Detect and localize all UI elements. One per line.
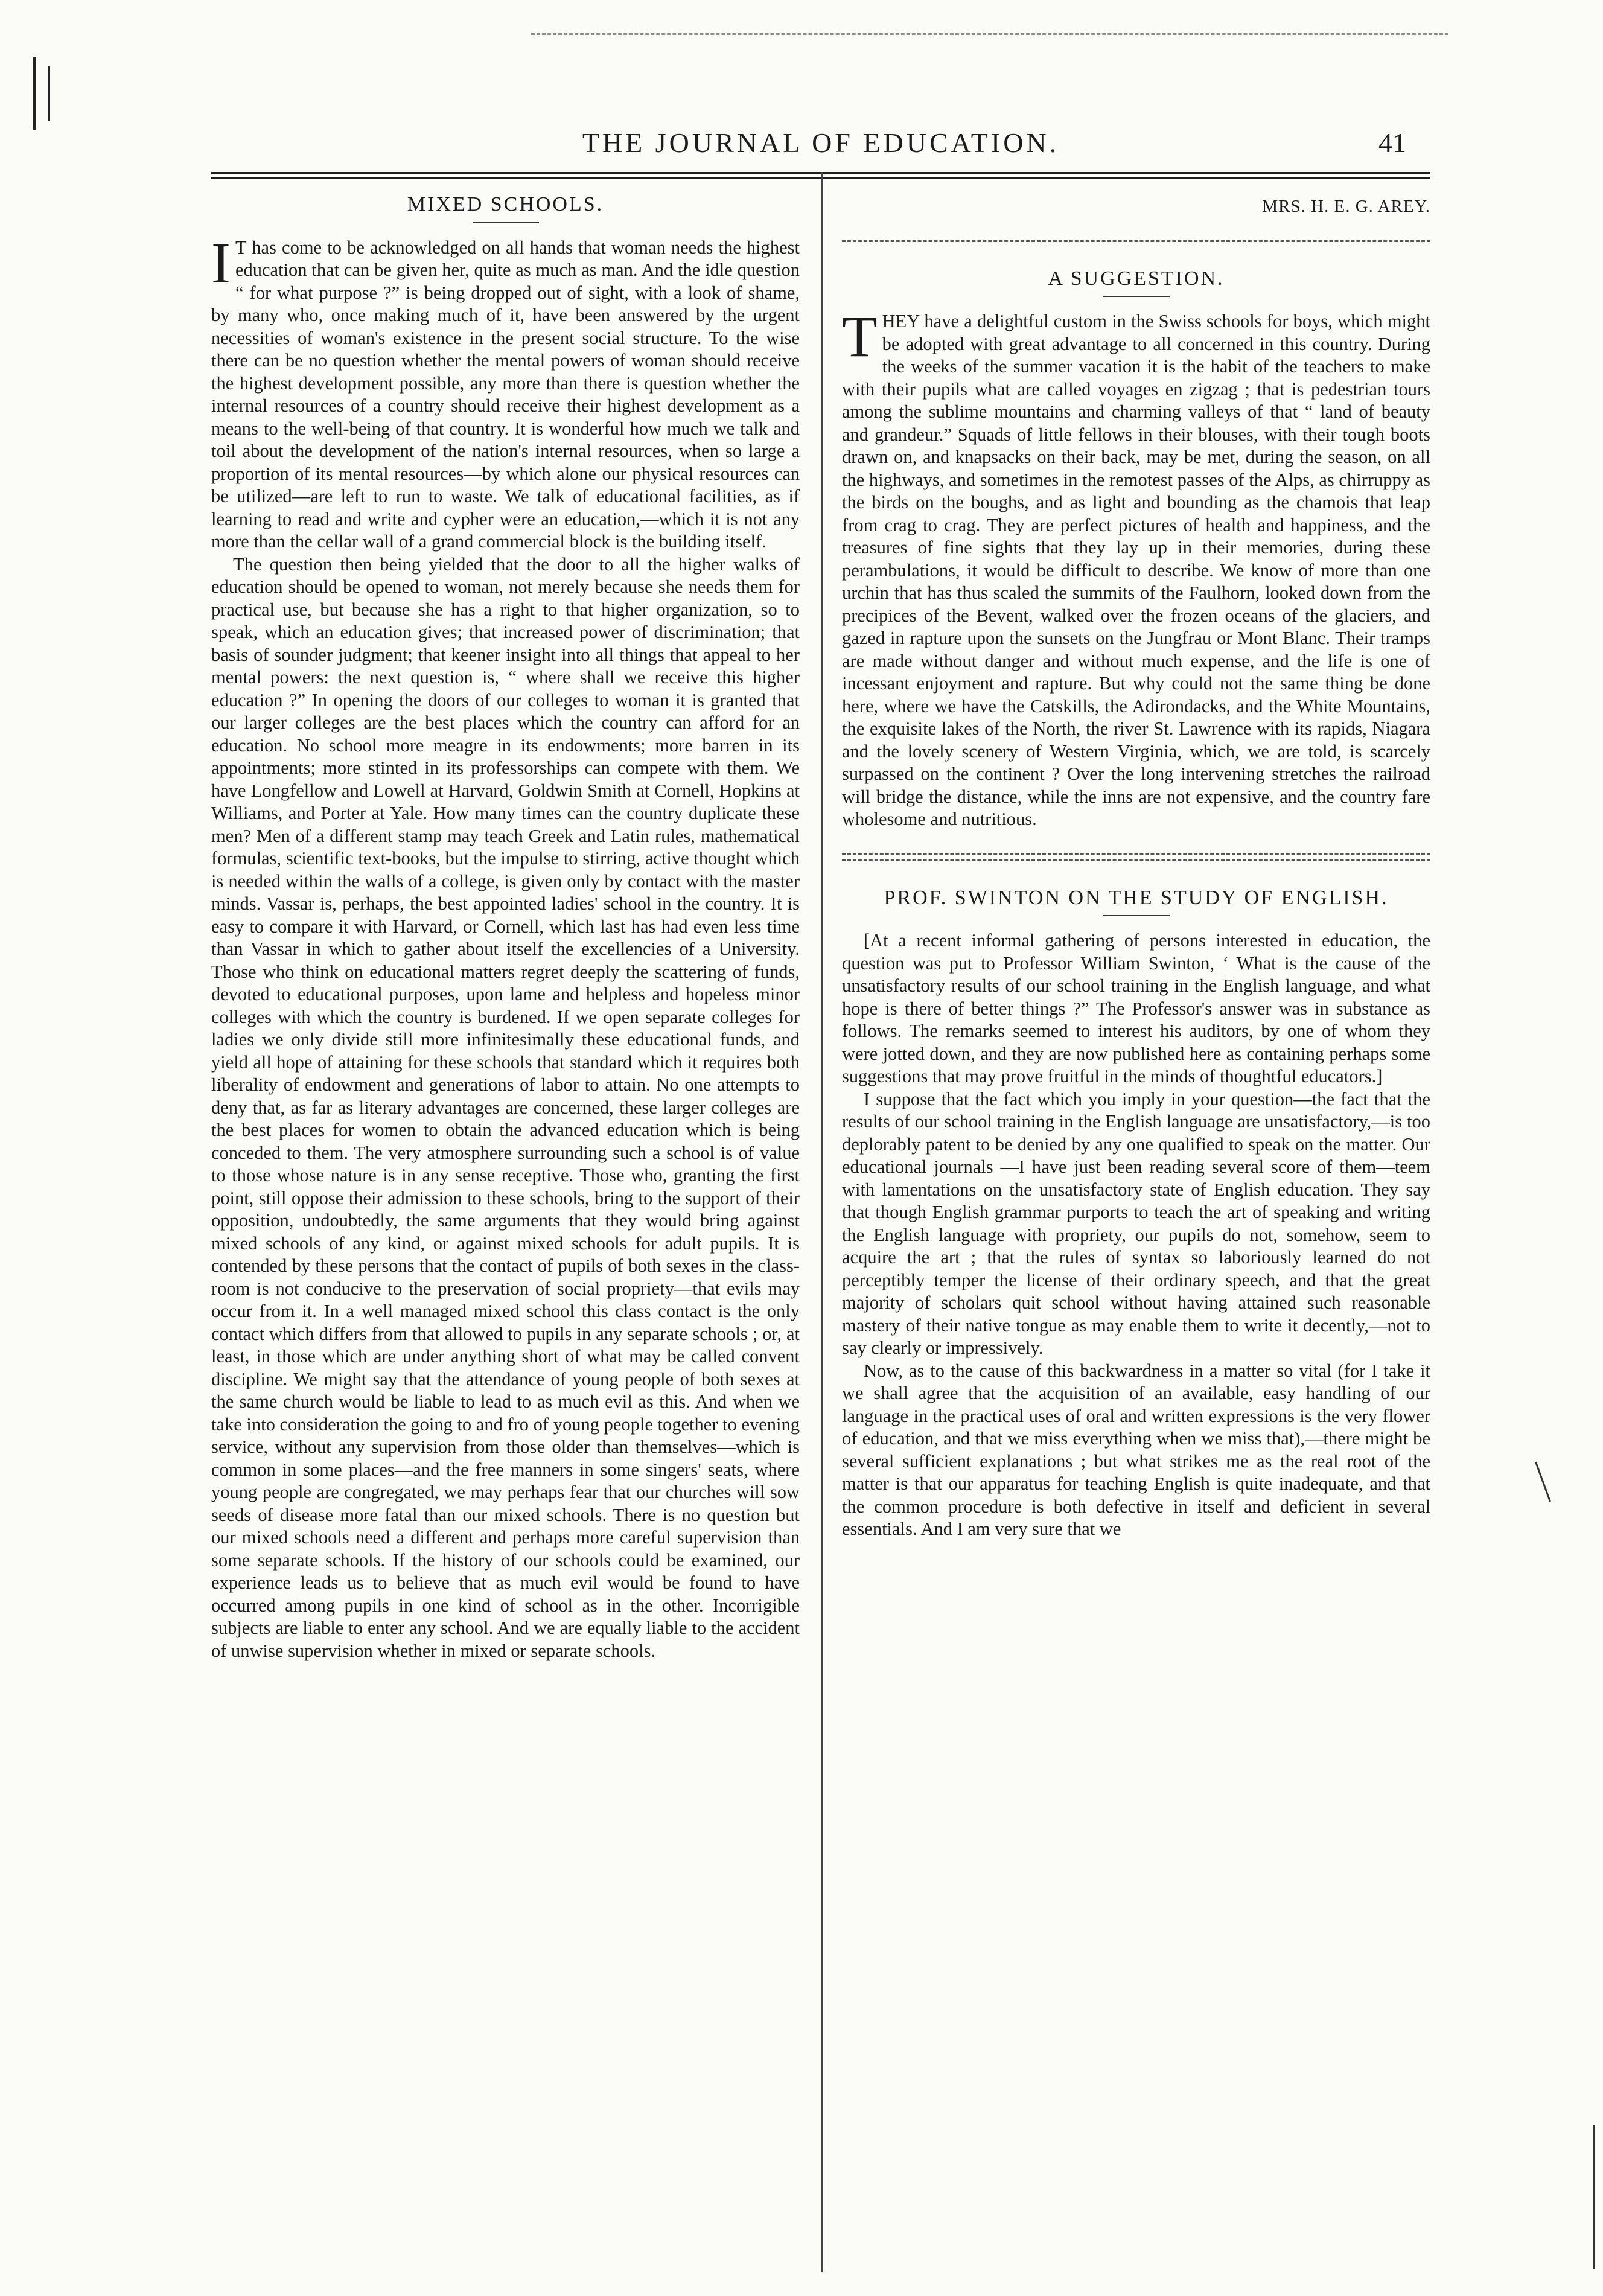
- scan-artifact-right-edge: [1593, 2125, 1595, 2269]
- section-separator: [842, 240, 1430, 242]
- paragraph-text: T has come to be acknowledged on all hands that woman needs the highest education that can be given her, quite as much as man. And the idle question “ for what purpose ?” is being dropped out of sight, with a look of shame, by many who, once making much of it, have been answered by the urgent necessities of woman's existence in the present social structure. To the wise there can be no question whether the mental powers of woman should receive the highest development possible, any more than there is question whether the internal resources of a country should receive their highest development as a means to the well-being of that country. It is wonderful how much we talk and toil about the development of the nation's internal resources, when so large a proportion of its mental resources—by which alone our physical resources can be utilized—are left to run to waste. We talk of educational facilities, as if learning to read and write and cypher were an education,—which it is not any more than the cellar wall of a grand commercial block is the building itself.: [211, 237, 800, 552]
- mixed-schools-paragraph-2: The question then being yielded that the door to all the higher walks of education should be opened to woman, not merely because she needs them for practical use, but because she has a right to that higher organization, so to speak, which an education gives; that increased power of discrimination; that basis of sounder judgment; that keener insight into all things that appeal to her mental powers: the next question is, “ where shall we receive this higher education ?” In opening the doors of our colleges to woman it is granted that our larger colleges are the best places which the country can afford for an education. No school more meagre in its endowments; more barren in its appointments; more stinted in its professorships can compete with them. We have Longfellow and Lowell at Harvard, Goldwin Smith at Cornell, Hopkins at Williams, and Porter at Yale. How many times can the country duplicate these men? Men of a different stamp may teach Greek and Latin rules, mathematical formulas, scientific text-books, but the impulse to stirring, active thought which is needed within the walls of a college, is given only by contact with the master minds. Vassar is, perhaps, the best appointed ladies' school in the country. It is easy to compare it with Harvard, or Cornell, which last has had even less time than Vassar in which to gather about itself the excellencies of a University. Those who think on educational matters regret deeply the scattering of funds, devoted to educational purposes, upon lame and helpless and hopeless minor colleges with which the country is burdened. If we open separate colleges for ladies we only divide still more infinitesimally these educational funds, and yield all hope of attaining for these schools that standard which it requires both liberality of endowment and generations of labor to attain. No one attempts to deny that, as far as literary advantages are concerned, these larger colleges are the best places for women to obtain the advanced education which is being conceded to them. The very atmosphere surrounding such a school is of value to those whose nature is in any sense receptive. Those who, granting the first point, still oppose their admission to these schools, bring to the support of their opposition, undoubtedly, the same arguments that they would bring against mixed schools of any kind, or against mixed schools for adult pupils. It is contended by these persons that the contact of pupils of both sexes in the class-room is not conducive to the preservation of social propriety—that evils may occur from it. In a well managed mixed school this class contact is the only contact which differs from that allowed to pupils in any separate schools ; or, at least, in those which are under anything short of what may be called convent discipline. We might say that the attendance of young people of both sexes at the same church would be liable to lead to as much evil as this. And when we take into consideration the going to and fro of young people together to evening service, without any supervision from those older than themselves—which is common in some places—and the free manners in some singers' seats, where young people are congregated, we may perhaps fear that our churches will sow seeds of disease more fatal than our mixed schools. There is no question but our mixed schools need a different and perhaps more careful supervision than some separate schools. If the history of our schools could be examined, our experience leads us to believe that as much evil would be found to have occurred among pupils in one kind of school as in the other. Incorrigible subjects are liable to enter any school. And we are equally liable to the accident of unwise supervision whether in mixed or separate schools.: [211, 553, 800, 1661]
- scan-artifact-top: [531, 33, 1448, 35]
- page-number: 41: [1378, 127, 1406, 158]
- article-title-suggestion: A SUGGESTION.: [1048, 267, 1225, 290]
- scan-artifact-right-mark: [1535, 1462, 1551, 1502]
- mixed-schools-paragraph-1: [211, 230, 800, 553]
- title-rule: [1103, 915, 1170, 916]
- author-signature: MRS. H. E. G. AREY.: [1262, 197, 1430, 216]
- dropcap-letter: T: [842, 304, 878, 369]
- article-title-swinton: PROF. SWINTON ON THE STUDY OF ENGLISH.: [884, 886, 1389, 909]
- title-rule: [473, 222, 539, 223]
- swinton-paragraph-1: I suppose that the fact which you imply in your question—the fact that the results of our school training in the English language are unsatisfactory,—is too deplorably patent to be denied by any one qualified to speak on the matter. Our educational journals —I have just been reading several score of them—teem with lamentations on the unsatisfactory state of English education. They say that though English grammar purports to teach the art of speaking and writing the English language with propriety, our pupils do not, somehow, seem to acquire the art ; that the rules of syntax so laboriously learned do not perceptibly temper the license of their ordinary speech, and that the great majority of scholars quit school without having attained such reasonable mastery of their native tongue as may enable them to write it decently,—not to say clearly or impressively.: [842, 1088, 1430, 1358]
- running-head: [211, 127, 1430, 169]
- section-separator-double: [842, 853, 1430, 861]
- scan-artifact-left-mark: [33, 57, 36, 130]
- suggestion-paragraph-1: [842, 304, 1430, 831]
- scan-artifact-left-mark-2: [48, 66, 50, 121]
- journal-title: THE JOURNAL OF EDUCATION.: [582, 127, 1060, 158]
- column-left: [211, 193, 800, 2263]
- dropcap-letter: I: [211, 230, 231, 295]
- paragraph-text: HEY have a delightful custom in the Swiss schools for boys, which might be adopted with great advantage to all concerned in this country. During the weeks of the summer vacation it is the habit of the teachers to make with their pupils what are called voyages en zigzag ; that is pedestrian tours among the sublime mountains and charming valleys of that “ land of beauty and grandeur.” Squads of little fellows in their blouses, with their tough boots drawn on, and knapsacks on their back, may be met, during the season, on all the highways, and sometimes in the remotest passes of the Alps, as chirruppy as the birds on the boughs, and as light and bounding as the chamois that leap from crag to crag. They are perfect pictures of health and happiness, and the treasures of fine sights that they lay up in their memories, during these perambulations, it would be difficult to describe. We know of more than one urchin that has thus scaled the summits of the Faulhorn, looked down from the precipices of the Bevent, walked over the frozen oceans of the glaciers, and gazed in rapture upon the sunsets on the Jungfrau or Mont Blanc. Their tramps are made without danger and without much expense, and the life is one of incessant enjoyment and rapture. But why could not the same thing be done here, where we have the Catskills, the Adirondacks, and the White Mountains, the exquisite lakes of the North, the river St. Lawrence with its rapids, Niagara and the lovely scenery of Western Virginia, which, we are told, is scarcely surpassed on the continent ? Over the long intervening stretches the railroad will bridge the distance, while the inns are not expensive, and the country fare wholesome and nutritious.: [842, 311, 1430, 829]
- column-divider: [821, 172, 823, 2272]
- title-rule: [1103, 296, 1170, 297]
- article-title-mixed-schools: MIXED SCHOOLS.: [407, 193, 604, 215]
- swinton-intro: [At a recent informal gathering of persons interested in education, the question was put to Professor William Swinton, ‘ What is the cause of the unsatisfactory results of our school training in the English language, and what hope is there of better things ?” The Professor's answer was in substance as follows. The remarks seemed to interest his auditors, by one of whom they were jotted down, and they are now published here as containing perhaps some suggestions that may prove fruitful in the minds of thoughtful educators.]: [842, 930, 1430, 1086]
- swinton-paragraph-2: Now, as to the cause of this backwardness in a matter so vital (for I take it we shall agree that the acquisition of an available, easy handling of our language in the practical uses of oral and written expressions is the very flower of education, and that we miss everything when we miss that),—there might be several sufficient explanations ; but what strikes me as the real root of the matter is that our apparatus for teaching English is quite inadequate, and that the common procedure is both defective in itself and deficient in several essentials. And I am very sure that we: [842, 1360, 1430, 1539]
- column-right: [842, 193, 1430, 2263]
